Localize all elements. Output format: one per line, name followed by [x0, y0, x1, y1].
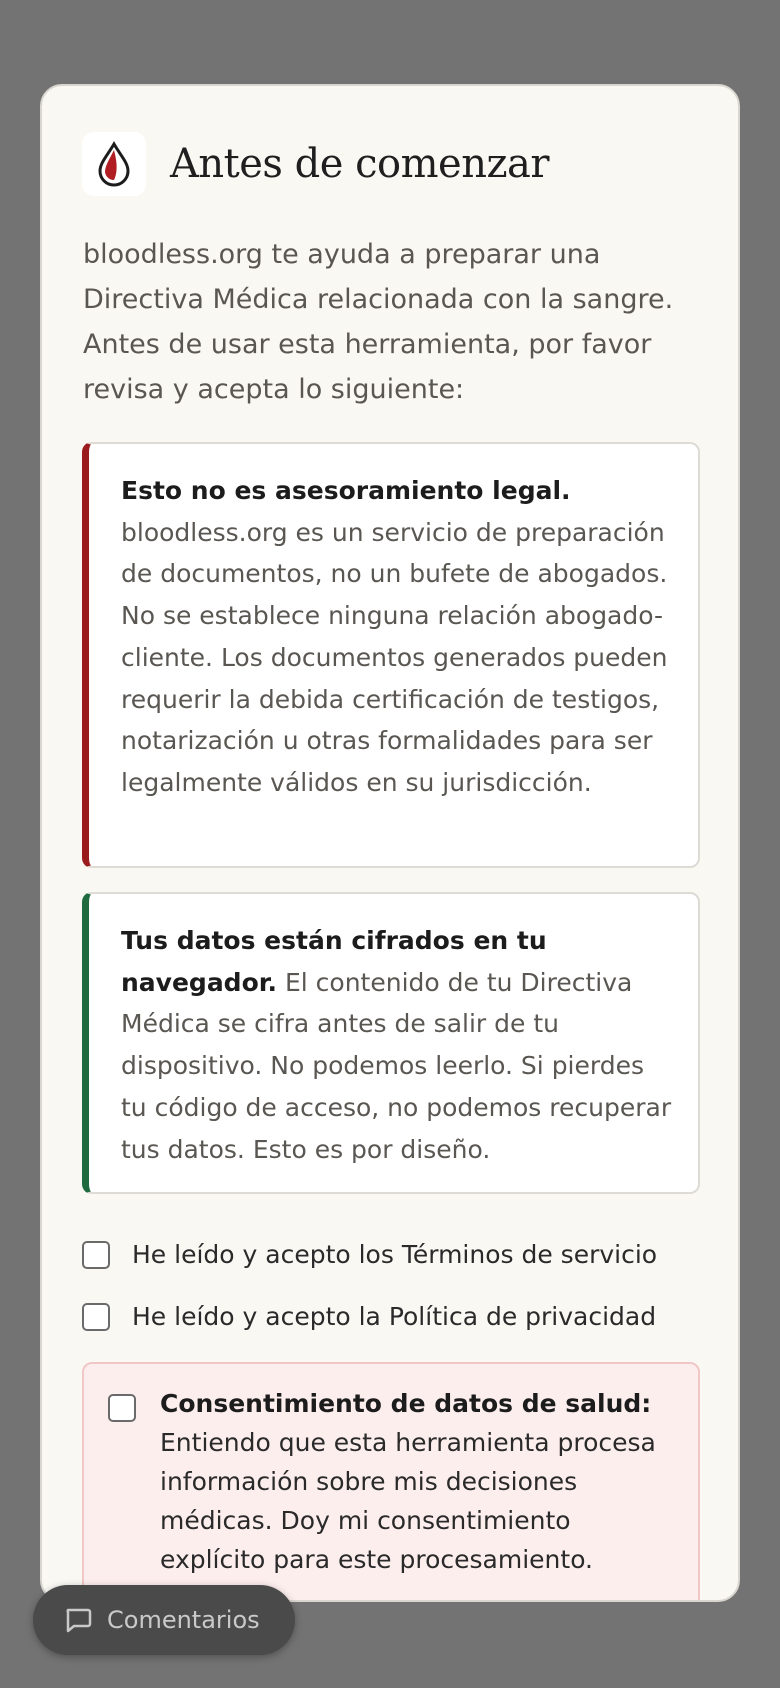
encryption-notice-body: El contenido de tu Directiva Médica se cifra antes de salir de tu dispositivo. No podemos leerlo. Si pierdes tu código de acceso, no podemos recuperar tus datos. Esto es por diseño.	[121, 967, 672, 1164]
health-data-consent-box	[82, 1362, 700, 1602]
feedback-button-label[interactable]: Comentarios	[107, 1606, 260, 1634]
health-consent-body: Entiendo que esta herramienta procesa información sobre mis decisiones médicas. Doy mi consentimiento explícito para este procesamiento.	[160, 1428, 656, 1574]
intro-text: bloodless.org te ayuda a preparar una Directiva Médica relacionada con la sangre. Antes de usar esta herramienta, por favor revisa y acepta lo siguiente:	[83, 239, 674, 405]
legal-notice-body: bloodless.org es un servicio de preparación de documentos, no un bufete de abogados. No se establece ninguna relación abogado-cliente. Los documentos generados pueden requerir la debida certificación de testigos, notarización u otras formalidades para ser legalmente válidos en su jurisdicción.	[121, 517, 668, 797]
consent-modal	[40, 84, 740, 1602]
chat-bubble-icon	[63, 1605, 93, 1635]
legal-notice-heading: Esto no es asesoramiento legal.	[121, 476, 571, 505]
health-consent-heading: Consentimiento de datos de salud:	[160, 1389, 652, 1418]
terms-checkbox-row[interactable]	[82, 1240, 657, 1269]
terms-checkbox-label[interactable]: He leído y acepto los Términos de servicio	[132, 1240, 658, 1269]
feedback-button[interactable]	[33, 1585, 295, 1655]
blood-drop-logo-icon	[82, 132, 146, 196]
health-consent-checkbox[interactable]	[108, 1394, 136, 1422]
encryption-notice	[82, 892, 700, 1194]
privacy-checkbox-label[interactable]: He leído y acepto la Política de privacidad	[132, 1302, 657, 1331]
health-consent-text[interactable]	[160, 1384, 660, 1579]
page-title: Antes de comenzar	[170, 141, 550, 187]
modal-header	[82, 132, 549, 196]
privacy-checkbox[interactable]	[82, 1303, 110, 1331]
encryption-notice-heading: Tus datos están cifrados en tu navegador.	[121, 926, 547, 997]
terms-checkbox[interactable]	[82, 1241, 110, 1269]
privacy-checkbox-row[interactable]	[82, 1302, 656, 1331]
legal-disclaimer-notice	[82, 442, 700, 868]
